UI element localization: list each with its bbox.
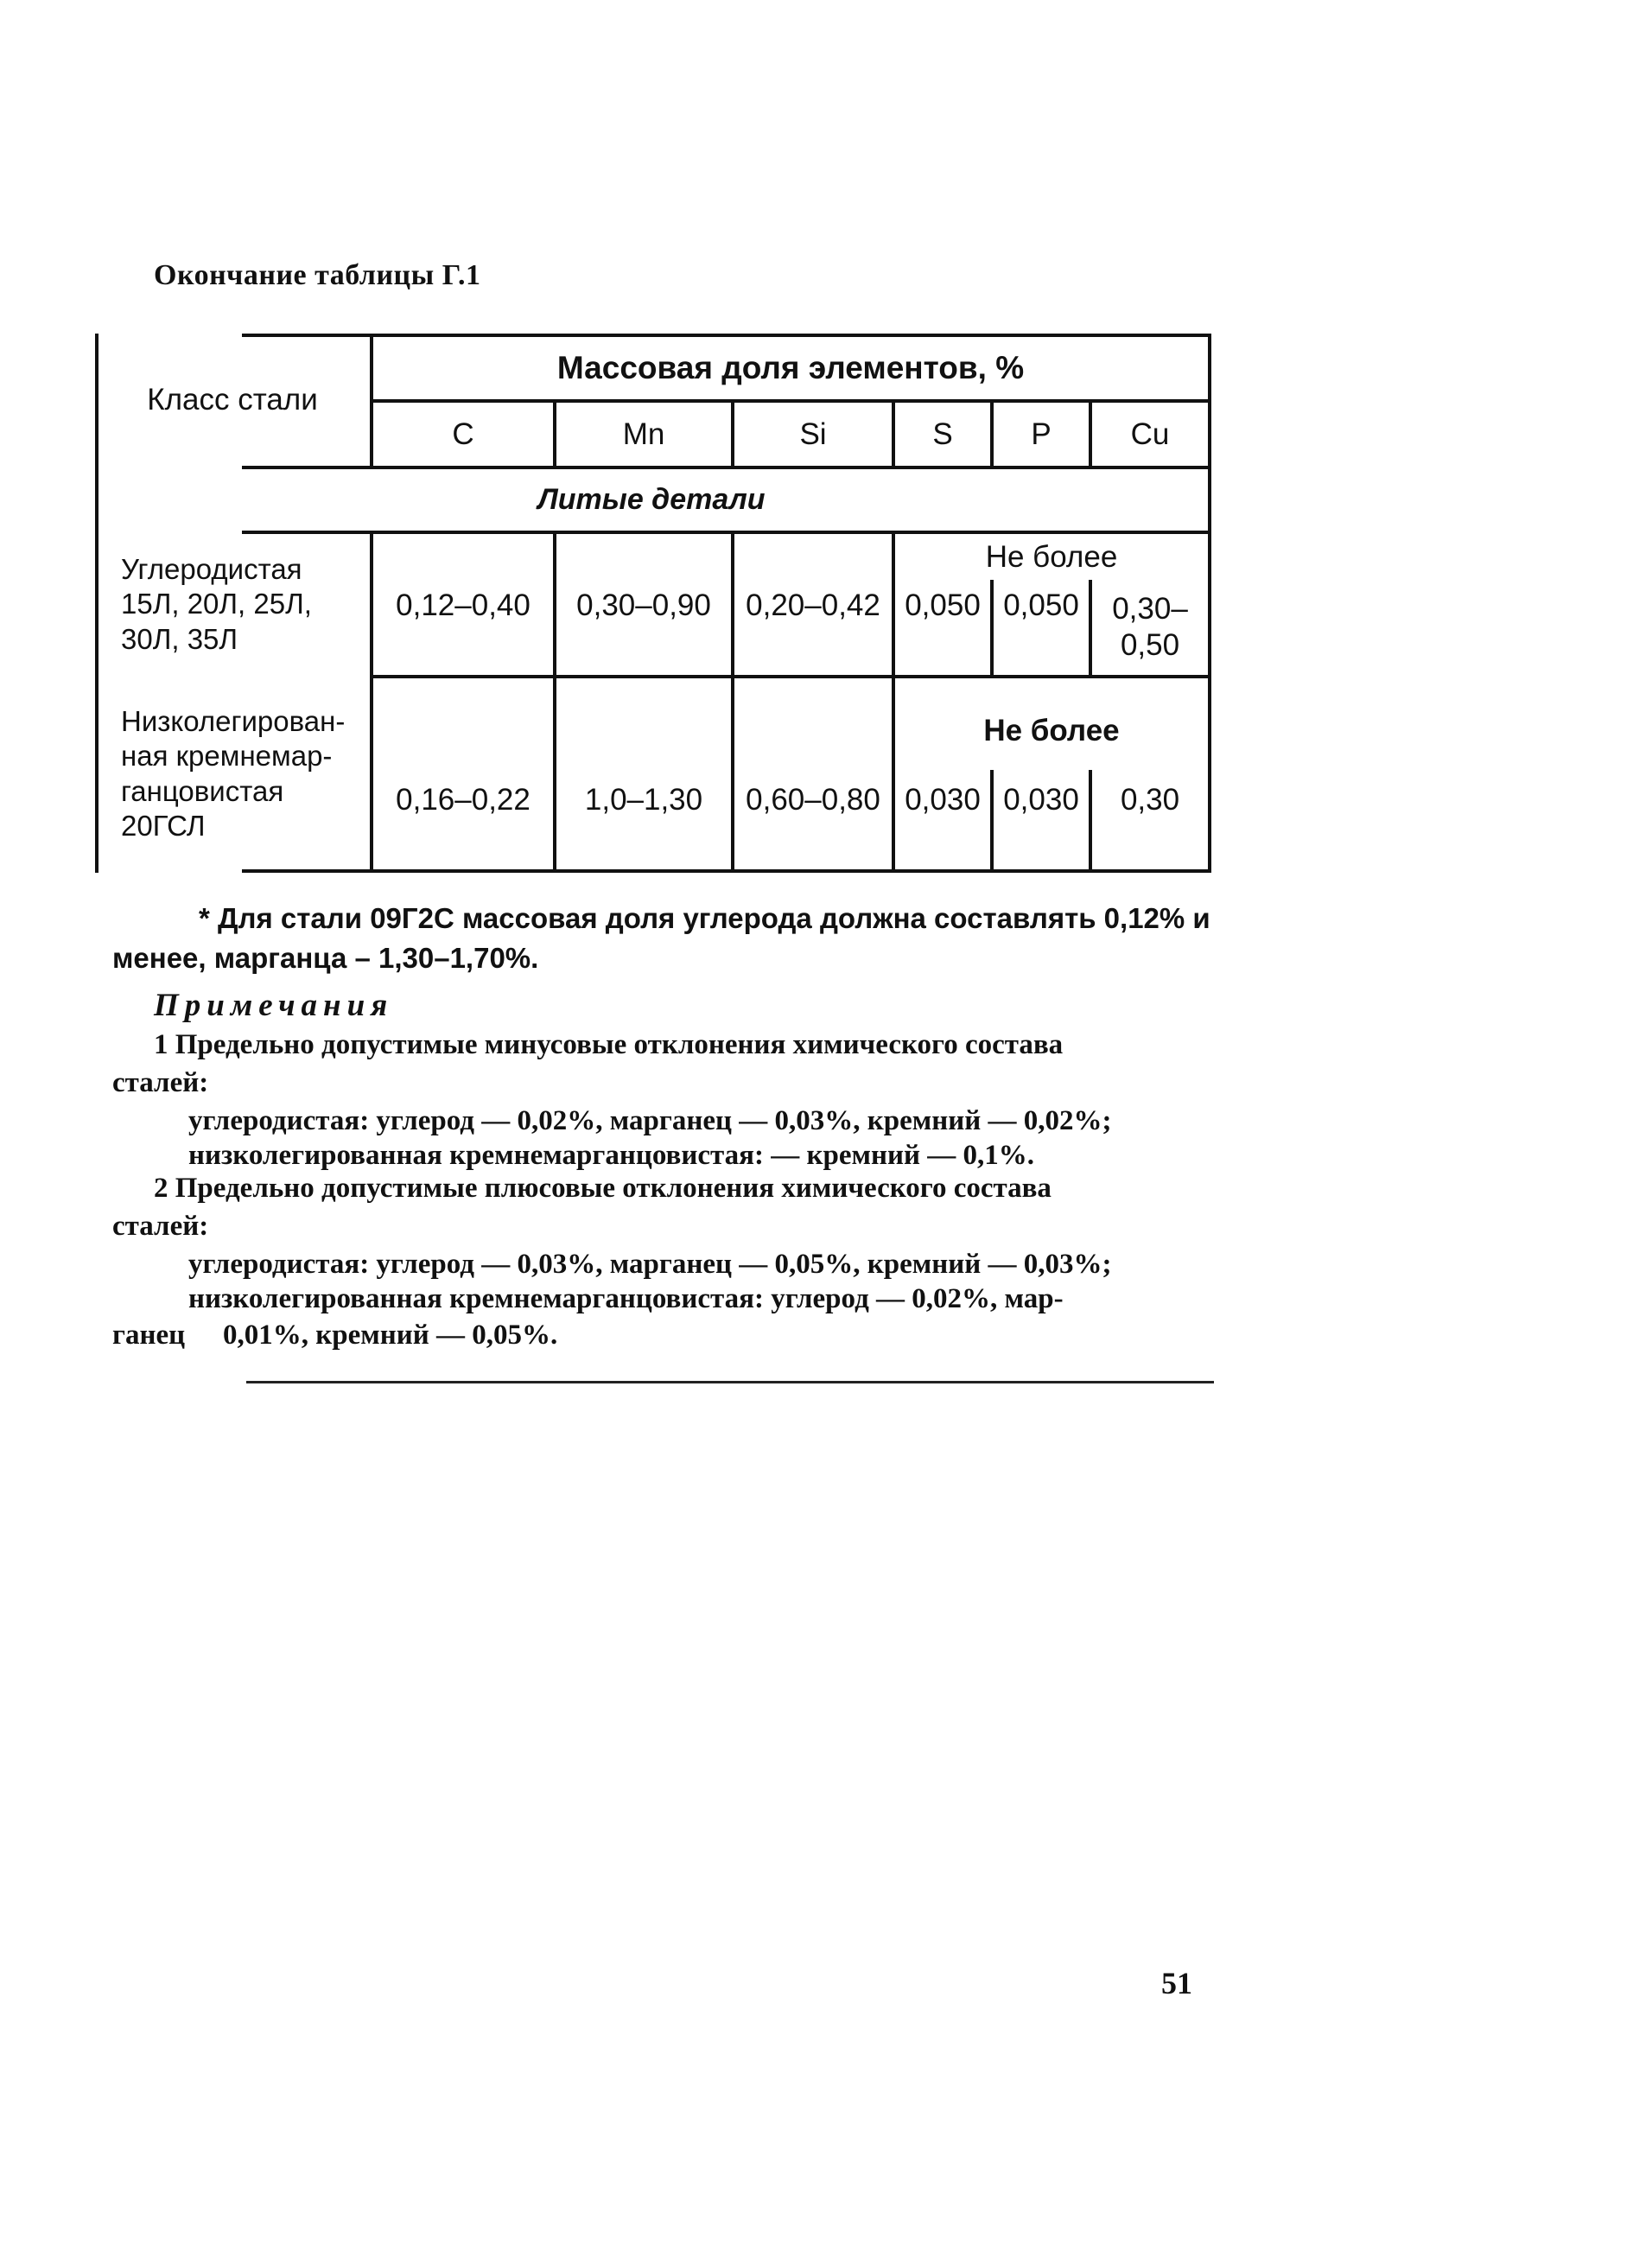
limit-note: Не более — [983, 714, 1120, 747]
class-line: Углеродистая — [121, 553, 302, 586]
element-header-mn: Mn — [622, 417, 665, 451]
value-mn: 0,30–0,90 — [576, 588, 711, 622]
note-line: 1 Предельно допустимые минусовые отклонения химического состава — [154, 1029, 1064, 1060]
value-si: 0,60–0,80 — [746, 783, 880, 817]
value-cu-line: 0,30– — [1112, 592, 1188, 626]
note-line: углеродистая: углерод — 0,03%, марганец — 0,05%, кремний — 0,03%; — [188, 1249, 1112, 1280]
row-class-low-alloy — [121, 678, 370, 869]
element-header-cu: Cu — [1130, 417, 1170, 451]
element-header-p: P — [1031, 417, 1052, 451]
note-line: 2 Предельно допустимые плюсовые отклонения химического состава — [154, 1173, 1052, 1204]
value-mn: 1,0–1,30 — [584, 783, 703, 817]
class-line: Низколегирован- — [121, 705, 346, 737]
note-line: низколегированная кремнемарганцовистая: углерод — 0,02%, мар- — [188, 1283, 1064, 1314]
table-caption: Окончание таблицы Г.1 — [154, 259, 481, 291]
value-cu: 0,30 — [1120, 783, 1180, 817]
note-line: 0,01%, кремний — 0,05%. — [223, 1320, 558, 1351]
note-line: сталей: — [112, 1211, 209, 1242]
value-si: 0,20–0,42 — [746, 588, 880, 622]
value-c: 0,16–0,22 — [396, 783, 531, 817]
class-line: 30Л, 35Л — [121, 622, 238, 655]
note-line: сталей: — [112, 1067, 209, 1098]
value-c: 0,12–0,40 — [396, 588, 531, 622]
value-cu-line: 0,50 — [1120, 628, 1180, 662]
class-line: 20ГСЛ — [121, 809, 206, 842]
footnote-line: менее, марганца – 1,30–1,70%. — [112, 941, 539, 974]
class-line: ная кремнемар- — [121, 740, 333, 773]
value-cu — [1092, 580, 1208, 675]
footnote-line: * Для стали 09Г2С массовая доля углерода должна составлять 0,12% и — [199, 902, 1210, 934]
element-header-si: Si — [799, 417, 827, 451]
value-p: 0,030 — [1003, 783, 1079, 817]
closing-rule — [246, 1381, 1214, 1383]
value-s: 0,050 — [905, 588, 981, 622]
composition-table — [95, 334, 1211, 873]
note-line: ганец — [112, 1320, 186, 1351]
value-p: 0,050 — [1003, 588, 1079, 622]
group-header: Массовая доля элементов, % — [556, 349, 1025, 385]
element-header-c: C — [452, 417, 474, 451]
value-s: 0,030 — [905, 783, 981, 817]
section-cast-parts: Литые детали — [537, 483, 766, 517]
page-number: 51 — [1161, 1966, 1192, 2000]
class-line: ганцовистая — [121, 774, 284, 807]
row-class-carbon — [121, 534, 370, 675]
class-header: Класс стали — [147, 382, 318, 417]
notes-heading: Примечания — [154, 988, 394, 1023]
note-line: углеродистая: углерод — 0,02%, марганец — 0,03%, кремний — 0,02%; — [188, 1105, 1112, 1136]
limit-note: Не более — [985, 539, 1118, 574]
table-footnote — [112, 899, 1214, 977]
class-line: 15Л, 20Л, 25Л, — [121, 588, 312, 620]
note-line: низколегированная кремнемарганцовистая: — кремний — 0,1%. — [188, 1140, 1034, 1171]
element-header-s: S — [932, 417, 953, 451]
